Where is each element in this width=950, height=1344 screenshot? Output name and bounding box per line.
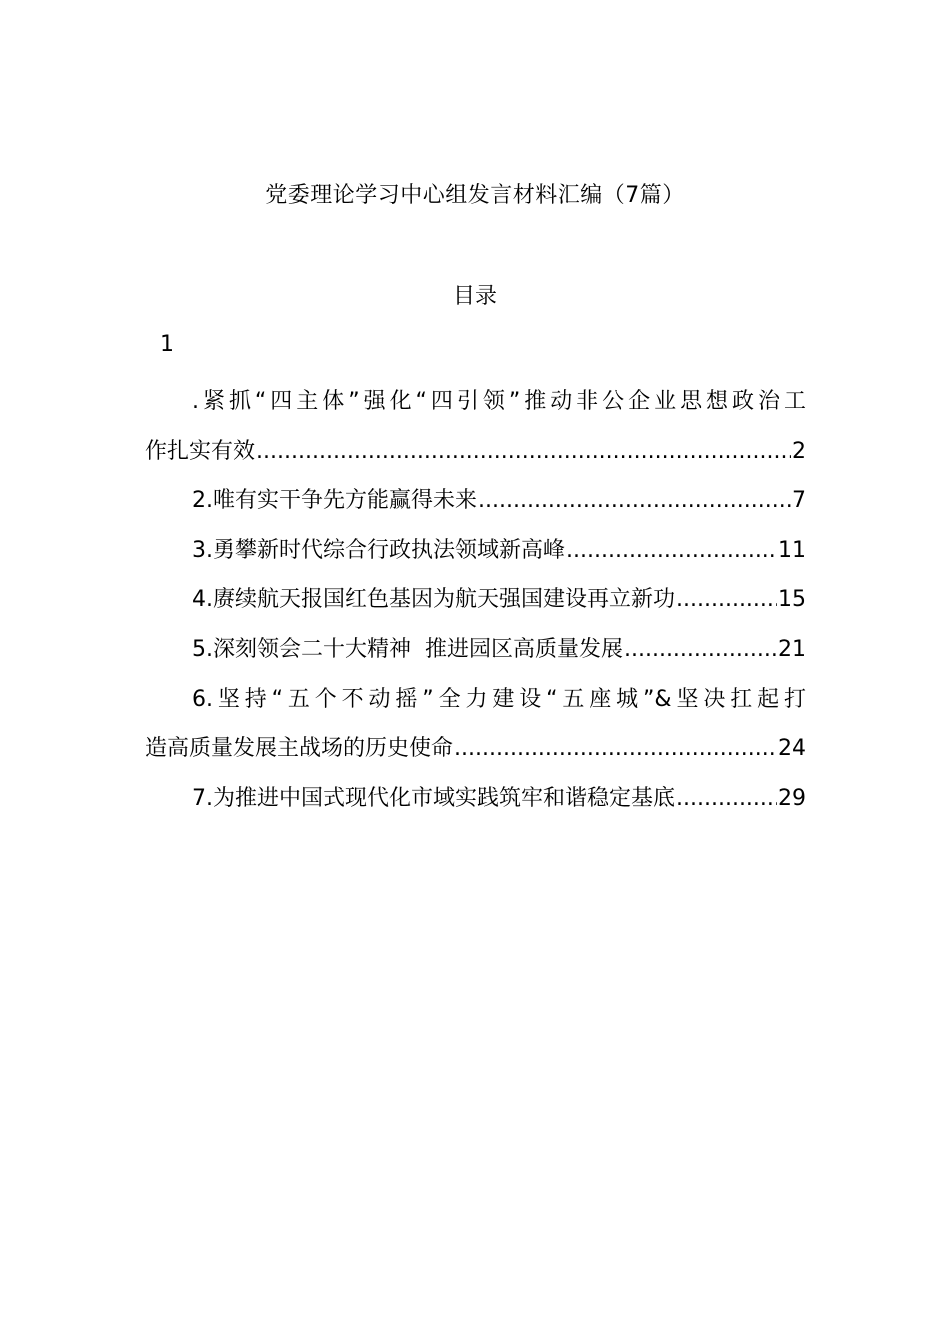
document-title: 党委理论学习中心组发言材料汇编（7篇） xyxy=(265,183,685,208)
toc-entry-4[interactable] xyxy=(145,575,806,625)
toc-entry-1[interactable] xyxy=(145,377,806,476)
toc-entry-3[interactable] xyxy=(145,526,806,576)
toc-entry-title-line1: .紧抓“四主体”强化“四引领”推动非公企业思想政治工 xyxy=(192,389,806,414)
toc-entry-5[interactable] xyxy=(145,625,806,675)
toc-page-number: 15 xyxy=(778,587,806,613)
toc-entry-title-line2: 作扎实有效 xyxy=(145,438,256,464)
toc-entry-7[interactable] xyxy=(145,774,806,824)
toc-page-number: 24 xyxy=(778,736,806,762)
toc-page-number: 11 xyxy=(778,537,806,563)
toc-entry-title: 3.勇攀新时代综合行政执法领域新高峰 xyxy=(192,537,565,563)
toc-leader-dots xyxy=(478,476,791,526)
toc-entry-6[interactable] xyxy=(145,675,806,774)
toc-page-number: 7 xyxy=(792,488,806,514)
toc-leader-dots xyxy=(454,724,777,774)
toc-leader-dots xyxy=(624,625,777,675)
toc-entry-title-line2: 造高质量发展主战场的历史使命 xyxy=(145,736,454,762)
table-of-contents xyxy=(145,377,806,823)
stray-number: 1 xyxy=(160,332,174,357)
toc-entry-2[interactable] xyxy=(145,476,806,526)
toc-heading: 目录 xyxy=(452,284,497,309)
toc-entry-title-line1: 6.坚持“五个不动摇”全力建设“五座城”&坚决扛起打 xyxy=(192,686,806,712)
toc-leader-dots xyxy=(676,774,777,824)
toc-entry-title: 5.深刻领会二十大精神 推进园区高质量发展 xyxy=(192,636,623,662)
toc-leader-dots xyxy=(256,427,791,477)
toc-page-number: 2 xyxy=(792,438,806,464)
toc-leader-dots xyxy=(566,526,777,576)
toc-page-number: 21 xyxy=(778,636,806,662)
toc-leader-dots xyxy=(676,575,777,625)
toc-page-number: 29 xyxy=(778,785,806,811)
toc-entry-title: 2.唯有实干争先方能赢得未来 xyxy=(192,488,477,514)
toc-entry-title: 7.为推进中国式现代化市域实践筑牢和谐稳定基底 xyxy=(192,785,675,811)
toc-entry-title: 4.赓续航天报国红色基因为航天强国建设再立新功 xyxy=(192,587,675,613)
toc-entry-line2 xyxy=(98,724,806,774)
toc-entry-line2 xyxy=(98,427,806,477)
